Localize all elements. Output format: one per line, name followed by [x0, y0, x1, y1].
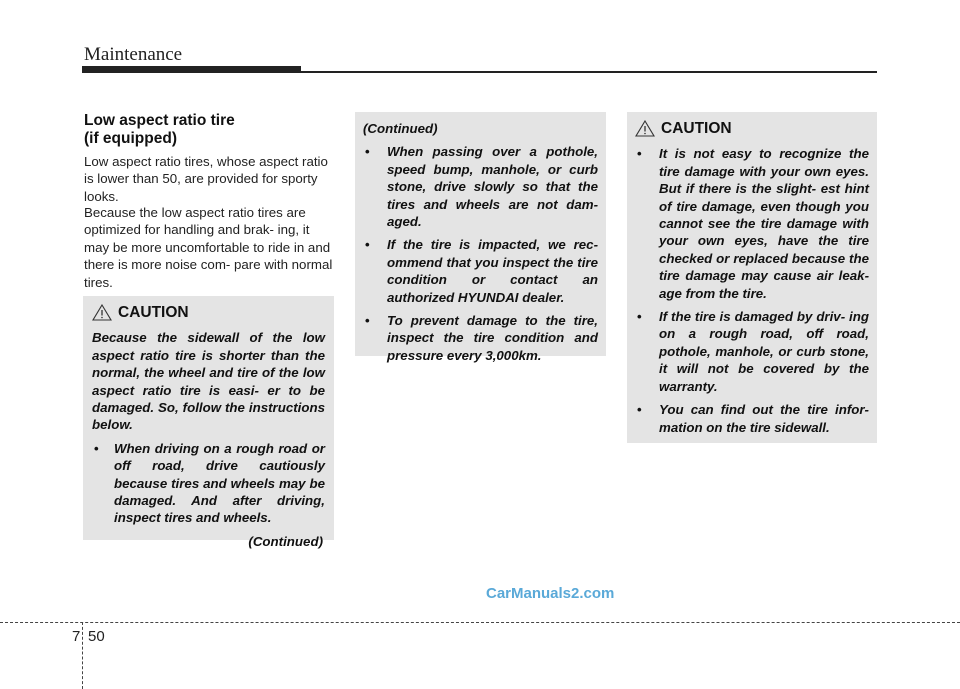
caution-box-continued — [355, 112, 606, 363]
caution-box-1 — [83, 296, 334, 549]
body-paragraph-1: Low aspect ratio tires, whose aspect ratio is lower than 50, are provided for sporty looks. — [84, 154, 328, 204]
footer-divider — [0, 622, 960, 623]
footer-vertical-divider — [82, 622, 83, 689]
section-title-line1: Low aspect ratio tire — [84, 112, 235, 129]
caution-box-2 — [627, 112, 877, 443]
page-number: 50 — [88, 628, 105, 645]
body-paragraph-2: Because the low aspect ratio tires are optimized for handling and brak- ing, it may be more uncomfortable to ride in and there is more noise com- pare with normal tires. — [84, 205, 333, 290]
caution-list — [363, 143, 598, 364]
section-title-line2: (if equipped) — [84, 130, 177, 147]
section-title — [84, 112, 344, 148]
caution-intro: Because the sidewall of the low aspect ratio tire is shorter than the normal, the wheel and tire of the low aspect ratio tire is easi- er to be damaged. So, follow the instructions below. — [92, 330, 325, 433]
caution-heading — [635, 120, 869, 137]
caution-list-item: • To prevent damage to the tire, inspect the tire condition and pressure every 3,000km. — [365, 313, 598, 363]
caution-label: CAUTION — [661, 120, 732, 137]
caution-label: CAUTION — [118, 304, 189, 321]
header-rule — [82, 71, 877, 73]
continued-label: (Continued) — [363, 121, 438, 136]
caution-list-item: • If the tire is impacted, we rec- ommend that you inspect the tire condition or contact an authorized HYUNDAI dealer. — [365, 237, 598, 305]
caution-list — [92, 440, 325, 527]
watermark-link[interactable]: CarManuals2.com — [486, 585, 615, 602]
caution-heading — [92, 304, 325, 321]
bullet-icon: • — [637, 309, 642, 325]
bullet-icon: • — [365, 144, 370, 160]
caution-list-item: • It is not easy to recognize the tire damage with your own eyes. But if there is the slight- est hint of tire damage, even though you cannot see the tire damage with your own eyes, have the tire checked or replaced because the tire damage may cause air leak- age from the tire. — [637, 146, 869, 301]
caution-list-item: • You can find out the tire infor- mation on the tire sidewall. — [637, 402, 869, 435]
continued-label: (Continued) — [248, 533, 323, 549]
bullet-icon: • — [94, 440, 99, 456]
chapter-number: 7 — [72, 628, 81, 645]
bullet-icon: • — [365, 237, 370, 253]
caution-list-item: • If the tire is damaged by driv- ing on a rough road, off road, pothole, manhole, or curb stone, it will not be covered by the warranty. — [637, 309, 869, 394]
bullet-icon: • — [637, 402, 642, 418]
caution-list-item: • When driving on a rough road or off road, drive cautiously because tires and wheels may be damaged. And after driving, inspect tires and wheels. — [94, 440, 325, 526]
warning-triangle-icon — [92, 304, 112, 321]
caution-list — [635, 145, 869, 436]
caution-list-item: • When passing over a pothole, speed bump, manhole, or curb stone, drive slowly so that the tires and wheels are not dam- aged. — [365, 144, 598, 230]
page-header-title: Maintenance — [84, 44, 183, 65]
warning-triangle-icon — [635, 120, 655, 137]
bullet-icon: • — [637, 146, 642, 162]
bullet-icon: • — [365, 313, 370, 329]
